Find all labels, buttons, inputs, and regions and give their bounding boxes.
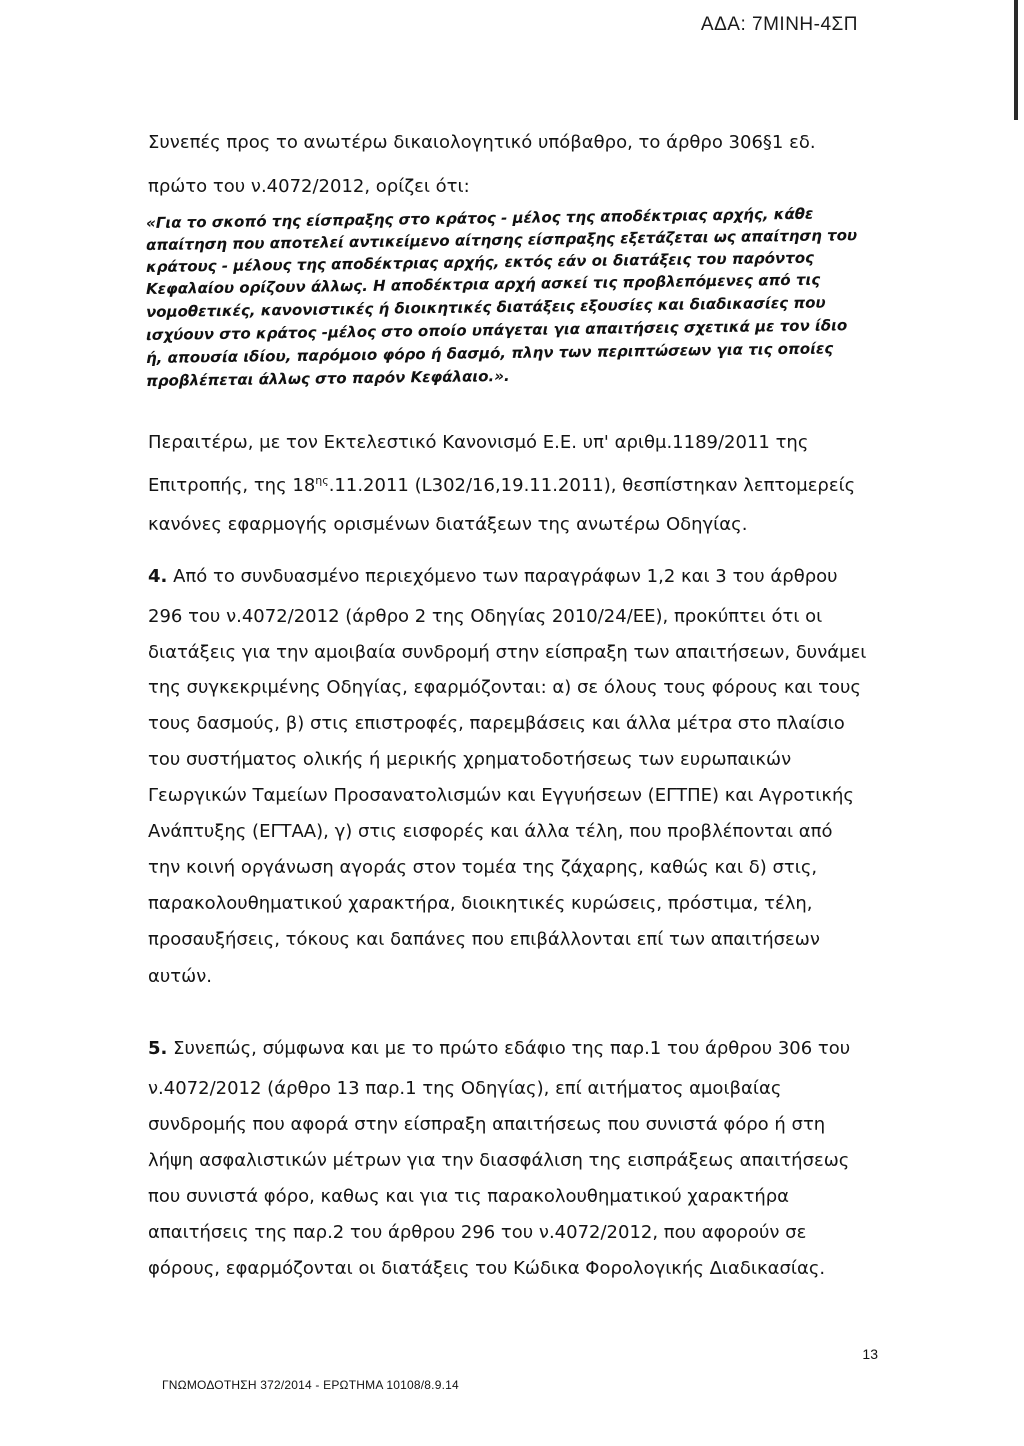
section-5-first-line — [148, 1038, 850, 1059]
section-number: 5. — [148, 1038, 168, 1059]
section-4-line: παρακολουθηματικού χαρακτήρα, διοικητικές κυρώσεις, πρόστιμα, τέλη, — [148, 893, 813, 914]
intro-line: Συνεπές προς το ανωτέρω δικαιολογητικό υπόβαθρο, το άρθρο 306§1 εδ. — [148, 132, 816, 153]
ada-code: ΑΔΑ: 7ΜΙΝΗ-4ΣΠ — [700, 14, 858, 35]
section-5-line: λήψη ασφαλιστικών μέτρων για την διασφάλιση της εισπράξεως απαιτήσεως — [148, 1150, 850, 1171]
intro-line: πρώτο του ν.4072/2012, ορίζει ότι: — [148, 176, 470, 197]
section-5-line: απαιτήσεις της παρ.2 του άρθρου 296 του ν.4072/2012, που αφορούν σε — [148, 1222, 807, 1243]
section-4-line: αυτών. — [148, 966, 212, 987]
quote-line: ισχύουν στο κράτος -μέλος στο οποίο υπάγεται για απαιτήσεις σχετικά με τον ίδιο — [145, 316, 848, 344]
quote-line: προβλέπεται άλλως στο παρόν Κεφάλαιο.». — [145, 366, 510, 390]
quote-line: απαίτηση που αποτελεί αντικείμενο αίτησης είσπραξης εξετάζεται ως απαίτηση του — [145, 226, 858, 254]
section-5-line: που συνιστά φόρο, καθως και για τις παρακολουθηματικού χαρακτήρα — [148, 1186, 790, 1207]
section-4-line: προσαυξήσεις, τόκους και δαπάνες που επιβάλλονται επί των απαιτήσεων — [148, 929, 820, 950]
quote-line: ή, απουσία ιδίου, παρόμοιο φόρο ή δασμό, πλην των περιπτώσεων για τις οποίες — [145, 339, 834, 367]
regulation-line — [148, 474, 855, 496]
quote-line: «Για το σκοπό της είσπραξης στο κράτος - μέλος της αποδέκτριας αρχής, κάθε — [145, 204, 814, 232]
scan-edge-mark — [1014, 0, 1018, 120]
section-4-line: της συγκεκριμένης Οδηγίας, εφαρμόζονται: α) σε όλους τους φόρους και τους — [148, 677, 861, 698]
section-4-line: διατάξεις για την αμοιβαία συνδρομή στην είσπραξη των απαιτήσεων, δυνάμει — [148, 642, 867, 663]
regulation-line: κανόνες εφαρμογής ορισμένων διατάξεων της ανωτέρω Οδηγίας. — [148, 514, 748, 535]
section-4-line: 296 του ν.4072/2012 (άρθρο 2 της Οδηγίας 2010/24/ΕΕ), προκύπτει ότι οι — [148, 606, 823, 627]
section-text: Συνεπώς, σύμφωνα και με το πρώτο εδάφιο της παρ.1 του άρθρου 306 του — [167, 1038, 851, 1059]
section-text: Από το συνδυασμένο περιεχόμενο των παραγράφων 1,2 και 3 του άρθρου — [167, 566, 838, 587]
regulation-text: Επιτροπής, της 18 — [148, 475, 316, 496]
section-4-line: του συστήματος ολικής ή μερικής χρηματοδοτήσεως των ευρωπαικών — [148, 749, 792, 770]
regulation-line: Περαιτέρω, με τον Εκτελεστικό Κανονισμό Ε.Ε. υπ' αριθμ.1189/2011 της — [148, 432, 809, 453]
regulation-text: .11.2011 (L302/16,19.11.2011), θεσπίστηκαν λεπτομερείς — [328, 475, 856, 496]
section-4-first-line — [148, 566, 838, 587]
footer-reference: ΓΝΩΜΟΔΟΤΗΣΗ 372/2014 - ΕΡΩΤΗΜΑ 10108/8.9.14 — [162, 1378, 459, 1392]
section-4-line: Γεωργικών Ταμείων Προσανατολισμών και Εγγυήσεων (ΕΓΤΠΕ) και Αγροτικής — [148, 785, 854, 806]
section-5-line: συνδρομής που αφορά στην είσπραξη απαιτήσεως που συνιστά φόρο ή στη — [148, 1114, 826, 1135]
ordinal-superscript: ης — [315, 474, 329, 487]
section-number: 4. — [148, 566, 168, 587]
section-5-line: φόρους, εφαρμόζονται οι διατάξεις του Κώδικα Φορολογικής Διαδικασίας. — [148, 1258, 826, 1279]
page-number: 13 — [862, 1346, 878, 1362]
section-5-line: ν.4072/2012 (άρθρο 13 παρ.1 της Οδηγίας), επί αιτήματος αμοιβαίας — [148, 1078, 782, 1099]
section-4-line: Ανάπτυξης (ΕΓΤΑΑ), γ) στις εισφορές και άλλα τέλη, που προβλέπονται από — [148, 821, 833, 842]
quote-line: νομοθετικές, κανονιστικές ή διοικητικές διατάξεις εξουσίες και διαδικασίες που — [145, 293, 826, 321]
quote-line: Κεφαλαίου ορίζουν άλλως. Η αποδέκτρια αρχή ασκεί τις προβλεπόμενες από τις — [145, 270, 821, 298]
section-4-line: την κοινή οργάνωση αγοράς στον τομέα της ζάχαρης, καθώς και δ) στις, — [148, 857, 818, 878]
section-4-line: τους δασμούς, β) στις επιστροφές, παρεμβάσεις και άλλα μέτρα στο πλαίσιο — [148, 713, 845, 734]
quote-line: κράτους - μέλους της αποδέκτριας αρχής, εκτός εάν οι διατάξεις του παρόντος — [145, 248, 815, 276]
